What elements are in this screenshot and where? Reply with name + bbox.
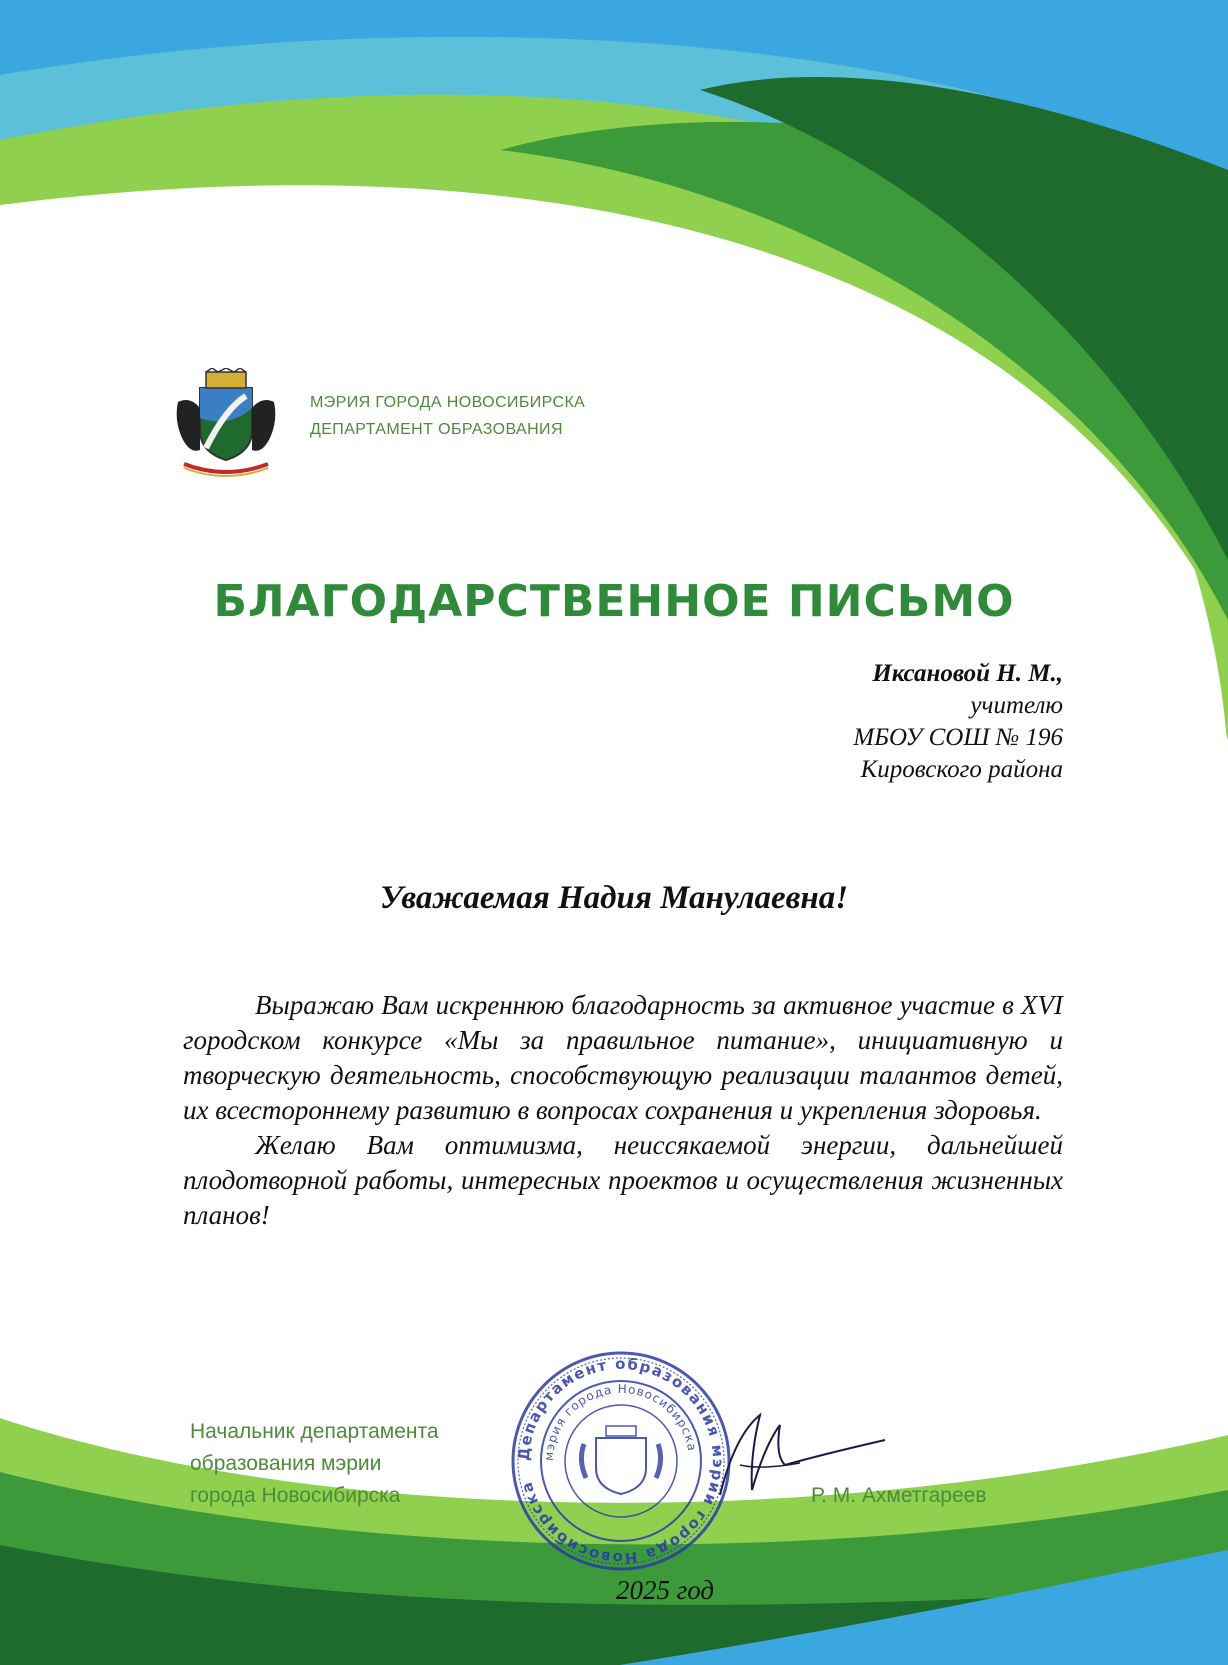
addressee-district: Кировского района <box>860 756 1063 783</box>
signatory-title-line3: города Новосибирска <box>190 1484 401 1507</box>
stamp-outer-text: Департамент образования мэрии города Новосибирска <box>514 1354 728 1568</box>
org-name-line1: МЭРИЯ ГОРОДА НОВОСИБИРСКА <box>310 394 586 411</box>
addressee-name: Иксановой Н. М., <box>872 660 1063 687</box>
body-paragraph-2: Желаю Вам оптимизма, неиссякаемой энергии, дальнейшей плодотворной работы, интересных проектов и осуществления жизненных планов! <box>183 1130 1063 1230</box>
letter-body <box>183 988 1063 1233</box>
letter-title: БЛАГОДАРСТВЕННОЕ ПИСЬМО <box>213 576 1015 627</box>
signatory-name: Р. М. Ахметгареев <box>811 1484 987 1507</box>
org-name-line2: ДЕПАРТАМЕНТ ОБРАЗОВАНИЯ <box>310 421 563 438</box>
signatory-title-line2: образования мэрии <box>190 1452 382 1475</box>
signatory-title-line1: Начальник департамента <box>190 1420 439 1443</box>
stamp-inner-text: мэрия города Новосибирска <box>541 1381 700 1462</box>
addressee-school: МБОУ СОШ № 196 <box>853 724 1063 751</box>
greeting: Уважаемая Надия Манулаевна! <box>379 880 849 916</box>
handwritten-signature-icon <box>690 1395 890 1505</box>
addressee-position: учителю <box>970 692 1063 719</box>
year: 2025 год <box>615 1575 715 1605</box>
novosibirsk-coat-of-arms-icon <box>170 368 282 480</box>
body-paragraph-1: Выражаю Вам искреннюю благодарность за активное участие в XVI городском конкурсе «Мы за правильное питание», инициативную и творческую деятельность, способствующую реализации талантов детей, их всестороннему развитию в вопросах сохранения и укрепления здоровья. <box>183 990 1063 1125</box>
